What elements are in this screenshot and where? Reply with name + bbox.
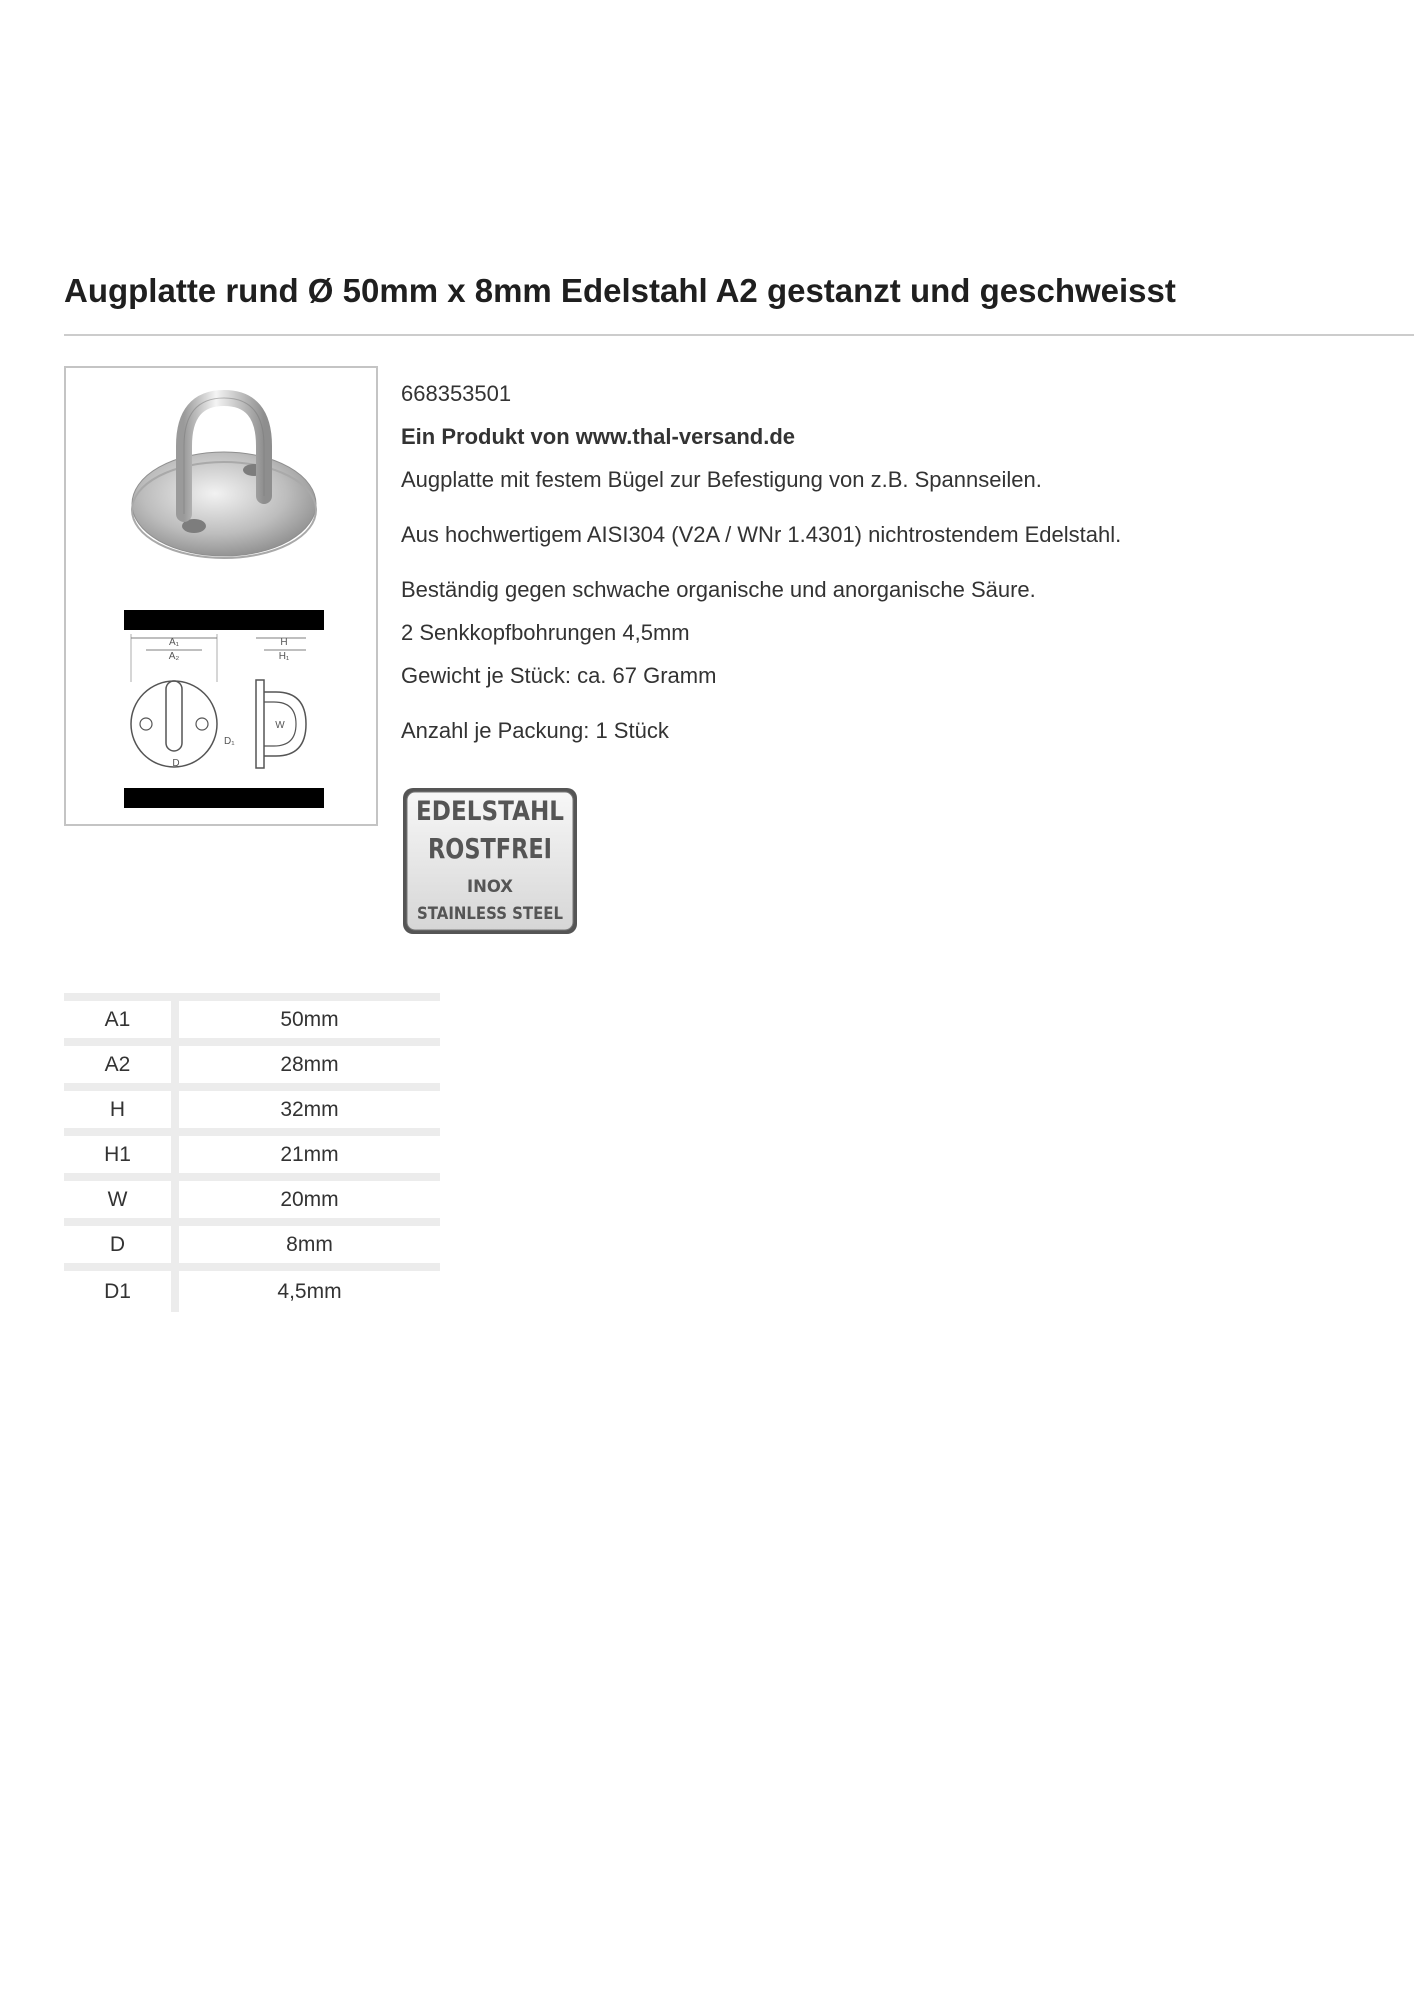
spec-value: 8mm <box>175 1222 440 1267</box>
label-h: H <box>280 637 288 648</box>
spec-value: 28mm <box>175 1042 440 1087</box>
label-d: D <box>172 758 180 769</box>
badge-line1: EDELSTAHL <box>416 796 564 827</box>
product-image-box <box>64 366 378 826</box>
table-row <box>64 997 440 1042</box>
label-d1: D₁ <box>224 736 235 747</box>
description-line: Augplatte mit festem Bügel zur Befestigung von z.B. Spannseilen. <box>401 467 1042 492</box>
spec-key: A1 <box>64 997 175 1042</box>
stainless-steel-badge <box>401 786 579 936</box>
description-line: Aus hochwertigem AISI304 (V2A / WNr 1.4301) nichtrostendem Edelstahl. <box>401 522 1122 547</box>
technical-drawing <box>124 610 324 808</box>
label-h1: H₁ <box>278 651 290 662</box>
spec-key: H1 <box>64 1132 175 1177</box>
title-divider <box>64 334 1414 336</box>
spec-key: D1 <box>64 1267 175 1312</box>
label-a2: A₂ <box>168 651 180 662</box>
spec-key: D <box>64 1222 175 1267</box>
page-title: Augplatte rund Ø 50mm x 8mm Edelstahl A2 gestanzt und geschweisst <box>64 272 1176 309</box>
label-a1: A₁ <box>168 637 180 648</box>
spec-key: H <box>64 1087 175 1132</box>
spec-value: 21mm <box>175 1132 440 1177</box>
table-row <box>64 1267 440 1312</box>
table-row <box>64 1177 440 1222</box>
description-line: Beständig gegen schwache organische und anorganische Säure. <box>401 577 1036 602</box>
description-line: 2 Senkkopfbohrungen 4,5mm <box>401 620 690 645</box>
badge-line3: INOX <box>467 877 513 897</box>
table-row <box>64 1222 440 1267</box>
dimensions-table <box>64 993 440 1312</box>
badge-line4: STAINLESS STEEL <box>417 904 564 924</box>
brand-line: Ein Produkt von www.thal-versand.de <box>401 424 796 449</box>
table-row <box>64 1132 440 1177</box>
spec-key: A2 <box>64 1042 175 1087</box>
spec-value: 4,5mm <box>175 1267 440 1312</box>
label-w: W <box>275 720 285 731</box>
product-sku: 668353501 <box>401 381 512 406</box>
description-line: Gewicht je Stück: ca. 67 Gramm <box>401 663 717 688</box>
spec-value: 20mm <box>175 1177 440 1222</box>
table-row <box>64 1042 440 1087</box>
description-line: Anzahl je Packung: 1 Stück <box>401 718 669 743</box>
table-row <box>64 1087 440 1132</box>
badge-line2: ROSTFREI <box>428 832 552 865</box>
spec-key: W <box>64 1177 175 1222</box>
spec-value: 32mm <box>175 1087 440 1132</box>
product-photo <box>122 386 322 566</box>
spec-value: 50mm <box>175 997 440 1042</box>
